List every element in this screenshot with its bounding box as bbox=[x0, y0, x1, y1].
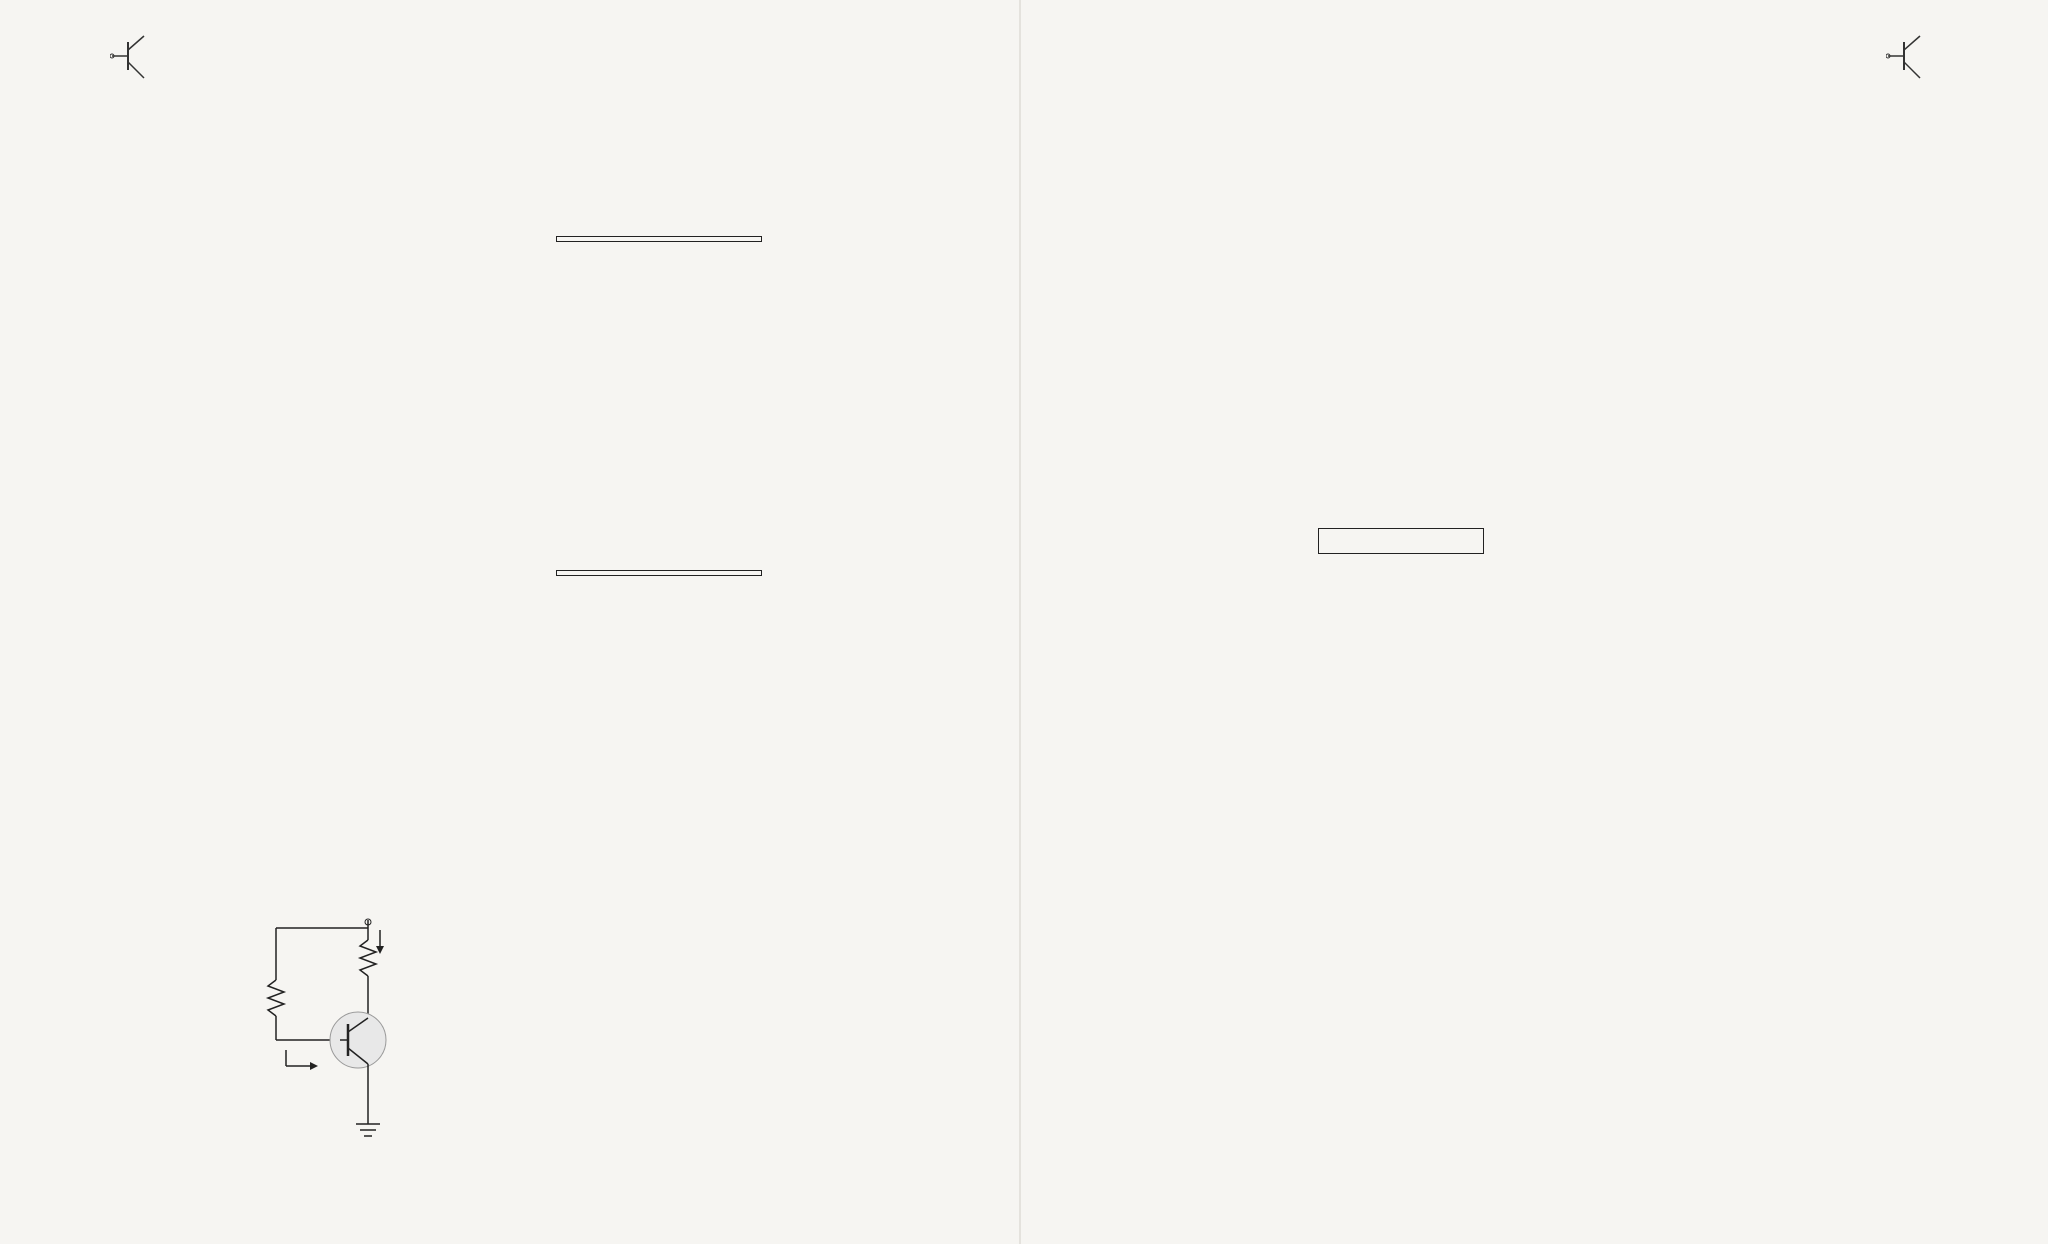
figure-4-14-caption bbox=[1542, 1164, 1882, 1180]
transistor-corner-icon bbox=[110, 28, 160, 88]
figure-4-11-caption bbox=[325, 1184, 965, 1200]
equation-4-13 bbox=[556, 570, 762, 576]
figure-4-11a-circuit bbox=[240, 900, 460, 1150]
figure-4-14-rc-effect bbox=[1530, 818, 1880, 1168]
equation-4-14 bbox=[1318, 528, 1484, 554]
figure-4-11b-characteristics bbox=[470, 740, 970, 1160]
figure-4-13-caption bbox=[1102, 1180, 1532, 1196]
transistor-corner-icon-right bbox=[1886, 28, 1936, 88]
figure-4-12-caption bbox=[1558, 364, 1728, 380]
figure-4-12-load-line bbox=[1100, 40, 1620, 410]
right-page bbox=[1020, 0, 2048, 1244]
equation-4-12 bbox=[556, 236, 762, 242]
left-page bbox=[0, 0, 1020, 1244]
figure-4-13-q-movement bbox=[1090, 840, 1530, 1180]
